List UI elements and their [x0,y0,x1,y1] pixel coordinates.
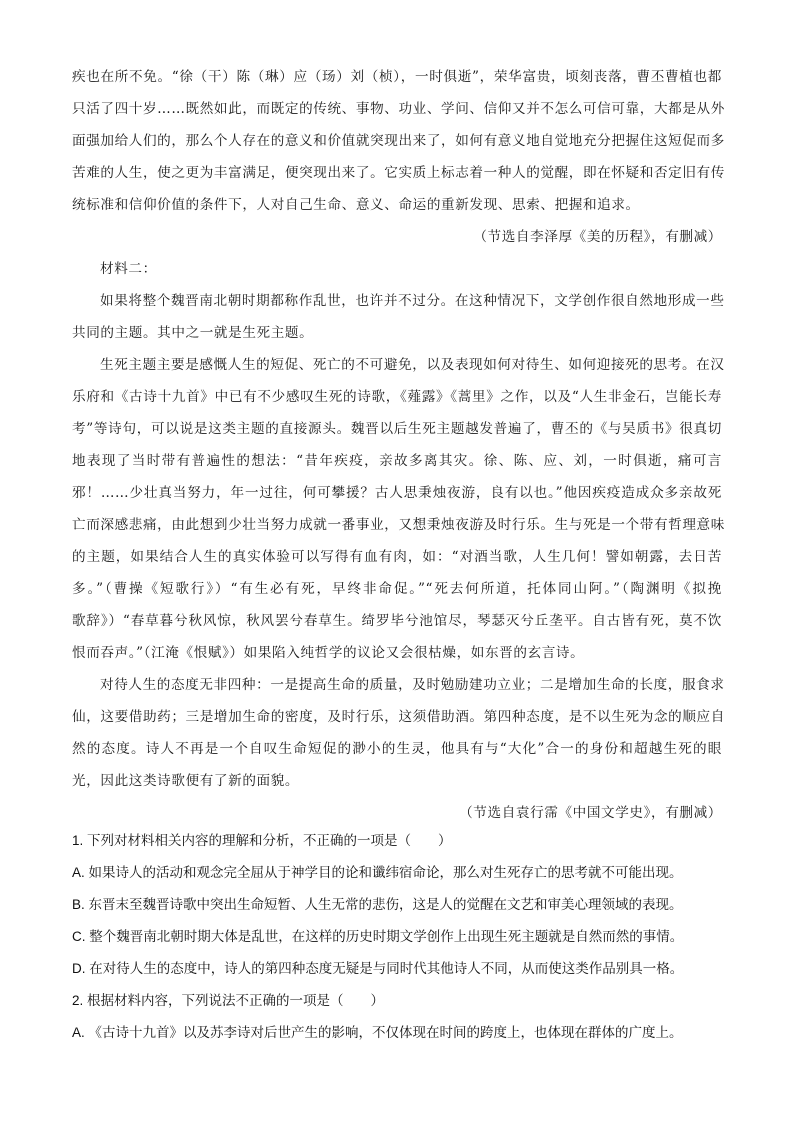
source-citation: （节选自李泽厚《美的历程》，有删减） [473,229,722,245]
question-2: 2. 根据材料内容，下列说法不正确的一项是（ ） [72,993,385,1008]
text-line: 多。”（曹操《短歌行》）“有生必有死，早终非命促。”“死去何所道，托体同山阿。”（陶渊明《拟挽 [72,581,722,597]
text-line: 然的态度。诗人不再是一个自叹生命短促的渺小的生灵，他具有与“大化”合一的身份和超越生死的眼 [72,741,722,757]
text-line: 苦难的人生，使之更为丰富满足，便突现出来了。它实质上标志着一种人的觉醒，即在怀疑和否定旧有传 [72,165,725,181]
question-1: 1. 下列对材料相关内容的理解和分析，不正确的一项是（ ） [72,833,452,848]
text-line: 光，因此这类诗歌便有了新的面貌。 [72,773,300,789]
text-line: 歌辞》）“春草暮兮秋风惊，秋风罢兮春草生。绮罗毕兮池馆尽，琴瑟灭兮丘垄平。自古皆有死，莫不饮 [72,613,722,629]
text-line: 恨而吞声。”（江淹《恨赋》）如果陷入纯哲学的议论又会很枯燥，如东晋的玄言诗。 [72,645,585,661]
option-1c: C. 整个魏晋南北朝时期大体是乱世，在这样的历史时期文学创作上出现生死主题就是自然而然的事情。 [72,929,684,944]
text-line: 对待人生的态度无非四种：一是提高生命的质量，及时勉励建功立业；二是增加生命的长度，服食求 [100,677,725,693]
text-line: 只活了四十岁……既然如此，而既定的传统、事物、功业、学问、信仰又并不怎么可信可靠，大都是从外 [72,101,725,117]
text-line: 乐府和《古诗十九首》中已有不少感叹生死的诗歌，《薤露》《蒿里》之作，以及“人生非金石，岂能长寿 [72,389,722,405]
source-citation: （节选自袁行霈《中国文学史》，有删减） [459,805,722,821]
text-line: 生死主题主要是感慨人生的短促、死亡的不可避免，以及表现如何对待生、如何迎接死的思考。在汉 [100,357,725,373]
text-line: 的主题，如果结合人生的真实体验可以写得有血有肉，如：“对酒当歌，人生几何！譬如朝露，去日苦 [72,549,722,565]
text-line: 共同的主题。其中之一就是生死主题。 [72,325,314,341]
text-line: 考”等诗句，可以说是这类主题的直接源头。魏晋以后生死主题越发普遍了，曹丕的《与吴质书》很真切 [72,421,722,437]
section-label: 材料二： [100,261,157,277]
option-1a: A. 如果诗人的活动和观念完全屈从于神学目的论和谶纬宿命论，那么对生死存亡的思考就不可能出现。 [72,865,683,880]
text-line: 如果将整个魏晋南北朝时期都称作乱世，也许并不过分。在这种情况下，文学创作很自然地形成一些 [100,293,725,309]
text-line: 统标准和信仰价值的条件下，人对自己生命、意义、命运的重新发现、思索、把握和追求。 [72,197,640,213]
option-1b: B. 东晋末至魏晋诗歌中突出生命短暂、人生无常的悲伤，这是人的觉醒在文艺和审美心理领域的表现。 [72,897,683,912]
option-1d: D. 在对待人生的态度中，诗人的第四种态度无疑是与同时代其他诗人不同，从而使这类作品别具一格。 [72,961,684,976]
text-line: 仙，这要借助药；三是增加生命的密度，及时行乐，这须借助酒。第四种态度，是不以生死为念的顺应自 [72,709,725,725]
text-line: 邪！……少壮真当努力，年一过往，何可攀援？古人思秉烛夜游，良有以也。”他因疾疫造成众多亲故死 [72,485,722,501]
text-line: 疾也在所不免。“徐（干）陈（琳）应（玚）刘（桢），一时俱逝”，荣华富贵，顷刻丧落，曹丕曹植也都 [72,69,722,85]
option-2a: A. 《古诗十九首》以及苏李诗对后世产生的影响，不仅体现在时间的跨度上，也体现在群体的广度上。 [72,1025,683,1040]
text-line: 面强加给人们的，那么个人存在的意义和价值就突现出来了，如何有意义地自觉地充分把握住这短促而多 [72,133,725,149]
text-line: 地表现了当时带有普遍性的想法：“昔年疾疫，亲故多离其灾。徐、陈、应、刘，一时俱逝，痛可言 [72,453,722,469]
text-line: 亡而深感悲痛，由此想到少壮当努力成就一番事业，又想秉烛夜游及时行乐。生与死是一个带有哲理意味 [72,517,725,533]
